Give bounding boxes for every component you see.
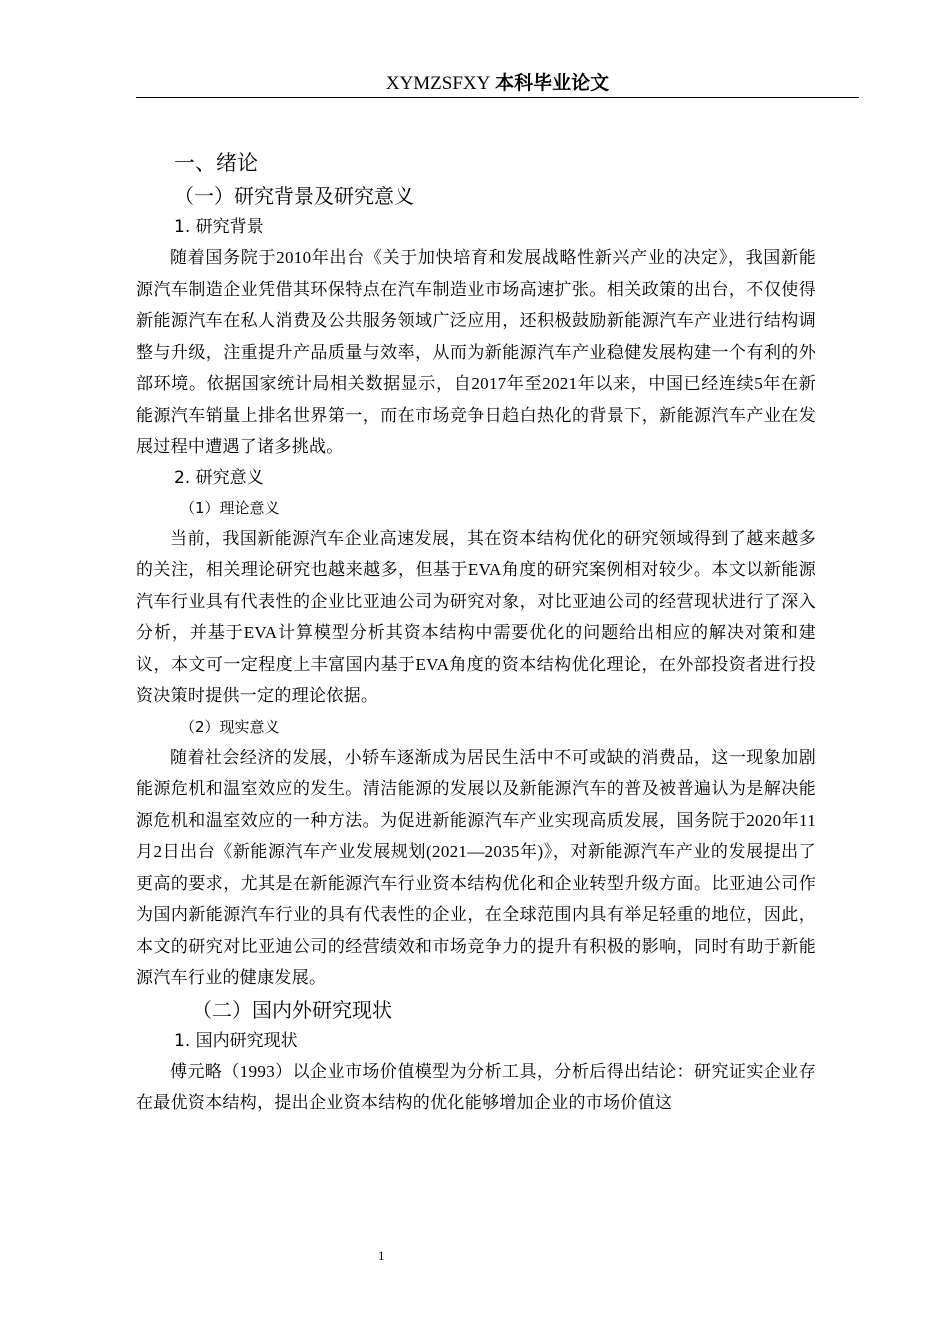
paragraph: 随着国务院于2010年出台《关于加快培育和发展战略性新兴产业的决定》，我国新能源汽车制造企业凭借其环保特点在汽车制造业市场高速扩张。相关政策的出台，不仅使得新能源汽车在私人消费及公共服务领域广泛应用，还积极鼓励新能源汽车产业进行结构调整与升级，注重提升产品质量与效率，从而为新能源汽车产业稳健发展构建一个有利的外部环境。依据国家统计局相关数据显示，自2017年至2021年以来，中国已经连续5年在新能源汽车销量上排名世界第一，而在市场竞争日趋白热化的背景下，新能源汽车产业在发展过程中遭遇了诸多挑战。 xyxy=(136,248,816,456)
paragraph: 随着社会经济的发展，小轿车逐渐成为居民生活中不可或缺的消费品，这一现象加剧能源危机和温室效应的发生。清洁能源的发展以及新能源汽车的普及被普遍认为是解决能源危机和温室效应的一种方法。为促进新能源汽车产业实现高质发展，国务院于2020年11月2日出台《新能源汽车产业发展规划(2021—2035年)》，对新能源汽车产业的发展提出了更高的要求，尤其是在新能源汽车行业资本结构优化和企业转型升级方面。比亚迪公司作为国内新能源汽车行业的具有代表性的企业，在全球范围内具有举足轻重的地位，因此，本文的研究对比亚迪公司的经营绩效和市场竞争力的提升有积极的影响，同时有助于新能源汽车行业的健康发展。 xyxy=(136,747,816,987)
subsubsection-title: （1）理论意义 xyxy=(180,498,280,517)
header-school-code: XYMZSFXY xyxy=(385,73,491,94)
subsection-title: 2. 研究意义 xyxy=(174,467,264,488)
paragraph: 傅元略（1993）以企业市场价值模型为分析工具，分析后得出结论：研究证实企业存在最优资本结构，提出企业资本结构的优化能够增加企业的市场价值这 xyxy=(136,1061,816,1112)
section-title: （二）国内外研究现状 xyxy=(192,997,392,1022)
paragraph: 当前，我国新能源汽车企业高速发展，其在资本结构优化的研究领域得到了越来越多的关注，相关理论研究也越来越多，但基于EVA角度的研究案例相对较少。本文以新能源汽车行业具有代表性的企业比亚迪公司为研究对象，对比亚迪公司的经营现状进行了深入分析，并基于EVA计算模型分析其资本结构中需要优化的问题给出相应的解决对策和建议，本文可一定程度上丰富国内基于EVA角度的资本结构优化理论，在外部投资者进行投资决策时提供一定的理论依据。 xyxy=(136,528,816,705)
header-rule xyxy=(136,97,859,98)
subsection-title: 1. 研究背景 xyxy=(174,217,264,237)
subsubsection-title: （2）现实意义 xyxy=(180,717,280,736)
subsection-title: 1. 国内研究现状 xyxy=(174,1030,298,1051)
page-header xyxy=(136,70,859,97)
section-title: （一）研究背景及研究意义 xyxy=(174,184,414,208)
page-number: 1 xyxy=(378,1248,385,1263)
header-doc-type: 本科毕业论文 xyxy=(495,72,610,94)
chapter-title: 一、绪论 xyxy=(174,151,258,175)
document-body xyxy=(136,146,816,1119)
